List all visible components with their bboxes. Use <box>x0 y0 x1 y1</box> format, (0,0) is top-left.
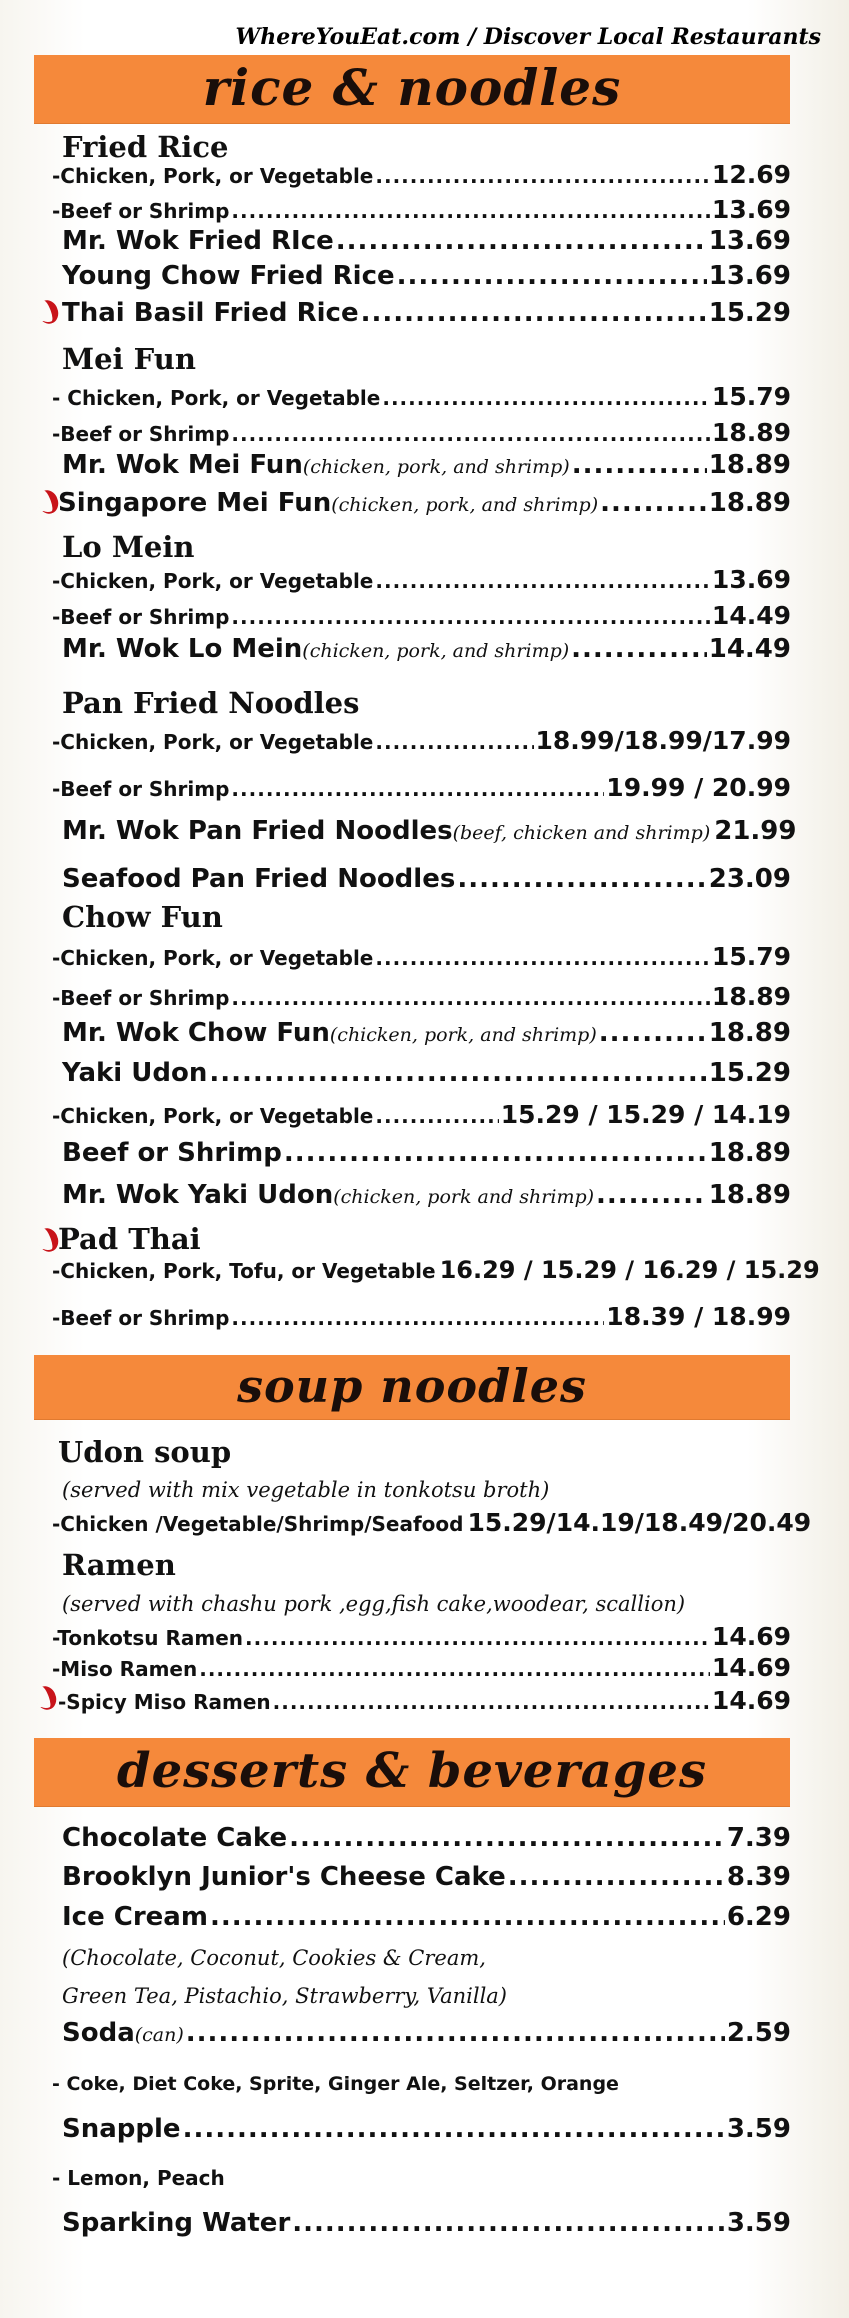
item-name: -Beef or Shrimp <box>52 199 230 223</box>
category-pan-fried-noodles: Pan Fried Noodles <box>62 686 360 720</box>
item-price: 15.79 <box>711 382 791 411</box>
leader-dots <box>508 1862 725 1892</box>
leader-dots <box>210 1902 725 1932</box>
item-note: (chicken, pork and shrimp) <box>333 1186 595 1208</box>
item-price: 7.39 <box>726 1823 791 1853</box>
menu-item <box>52 942 791 971</box>
item-name: -Chicken /Vegetable/Shrimp/Seafood <box>52 1512 464 1536</box>
menu-item <box>62 1058 791 1088</box>
menu-item <box>62 1823 791 1853</box>
item-price: 14.69 <box>711 1622 791 1651</box>
menu-item <box>62 261 791 291</box>
leader-dots <box>186 2018 725 2048</box>
menu-item <box>52 1622 791 1651</box>
menu-item <box>52 1100 791 1129</box>
leader-dots <box>199 1657 710 1681</box>
leader-dots <box>375 946 710 970</box>
menu-item <box>52 982 791 1011</box>
leader-dots <box>289 1823 725 1853</box>
item-note: (chicken, pork, and shrimp) <box>329 1024 597 1046</box>
leader-dots <box>375 730 533 754</box>
item-name: -Miso Ramen <box>52 1657 198 1681</box>
item-name: -Chicken, Pork, or Vegetable <box>52 569 374 593</box>
leader-dots <box>292 2208 725 2238</box>
category-lo-mein: Lo Mein <box>62 530 195 564</box>
category-udon-soup: Udon soup <box>58 1435 232 1469</box>
leader-dots <box>571 634 707 664</box>
menu-item <box>52 1256 820 1284</box>
leader-dots <box>245 1626 710 1650</box>
item-name: Young Chow Fried Rice <box>62 261 395 291</box>
item-price: 21.99 <box>714 816 797 846</box>
item-name: Yaki Udon <box>62 1058 208 1088</box>
section-banner-soup-noodles: soup noodles <box>34 1355 790 1419</box>
leader-dots <box>375 569 710 593</box>
menu-item <box>62 2018 791 2048</box>
item-price: 14.49 <box>711 601 791 630</box>
item-name: Mr. Wok Chow Fun <box>62 1018 330 1048</box>
item-price: 13.69 <box>711 195 791 224</box>
item-name: -Beef or Shrimp <box>52 422 230 446</box>
menu-item <box>52 195 791 224</box>
item-price: 18.89 <box>708 1138 791 1168</box>
item-price: 13.69 <box>708 226 791 256</box>
item-note: (can) <box>134 2024 184 2046</box>
leader-dots <box>231 1306 604 1330</box>
item-price: 19.99 / 20.99 <box>606 773 791 802</box>
item-name: Ice Cream <box>62 1902 208 1932</box>
item-name: Thai Basil Fried Rice <box>62 298 359 328</box>
item-price: 2.59 <box>726 2018 791 2048</box>
menu-item <box>52 382 791 411</box>
item-name: -Beef or Shrimp <box>52 986 230 1010</box>
item-price: 18.89 <box>711 982 791 1011</box>
item-price: 15.29 <box>708 298 791 328</box>
item-price: 18.89 <box>711 418 791 447</box>
item-name: -Beef or Shrimp <box>52 1306 230 1330</box>
menu-item <box>62 1138 791 1168</box>
menu-item <box>52 601 791 630</box>
item-name: Brooklyn Junior's Cheese Cake <box>62 1862 506 1892</box>
item-name: -Chicken, Pork, or Vegetable <box>52 164 374 188</box>
ice-cream-flavors: Green Tea, Pistachio, Strawberry, Vanilla) <box>62 1984 507 2008</box>
item-price: 14.69 <box>711 1653 791 1682</box>
menu-item <box>52 1653 791 1682</box>
leader-dots <box>375 1104 498 1128</box>
menu-item <box>62 450 791 480</box>
menu-item <box>52 726 791 755</box>
item-price: 15.29/14.19/18.49/20.49 <box>467 1508 812 1537</box>
leader-dots <box>375 164 710 188</box>
item-price: 15.29 / 15.29 / 14.19 <box>500 1100 791 1129</box>
item-name: Beef or Shrimp <box>62 1138 282 1168</box>
menu-item <box>62 864 791 894</box>
menu-item <box>62 1902 791 1932</box>
leader-dots <box>273 1690 710 1714</box>
menu-item <box>62 1180 791 1210</box>
leader-dots <box>231 777 604 801</box>
item-name: - Chicken, Pork, or Vegetable <box>52 386 381 410</box>
category-chow-fun: Chow Fun <box>62 900 223 934</box>
item-note: (chicken, pork, and shrimp) <box>302 640 570 662</box>
leader-dots <box>382 386 710 410</box>
leader-dots <box>572 450 707 480</box>
leader-dots <box>397 261 707 291</box>
menu-item <box>52 418 791 447</box>
menu-item <box>62 634 791 664</box>
leader-dots <box>599 1018 707 1048</box>
item-price: 14.49 <box>708 634 791 664</box>
leader-dots <box>284 1138 707 1168</box>
item-name: -Chicken, Pork, Tofu, or Vegetable <box>52 1259 436 1283</box>
menu-item <box>52 773 791 802</box>
category-pad-thai: Pad Thai <box>58 1222 201 1256</box>
menu-item <box>62 1862 791 1892</box>
item-name: Seafood Pan Fried Noodles <box>62 864 456 894</box>
menu-item <box>52 565 791 594</box>
item-name: Mr. Wok Yaki Udon <box>62 1180 334 1210</box>
item-price: 18.99/18.99/17.99 <box>535 726 791 755</box>
item-name: -Chicken, Pork, or Vegetable <box>52 730 374 754</box>
ramen-description: (served with chashu pork ,egg,fish cake,woodear, scallion) <box>62 1592 686 1616</box>
item-name: -Chicken, Pork, or Vegetable <box>52 946 374 970</box>
item-name: Mr. Wok Mei Fun <box>62 450 303 480</box>
snapple-flavors: - Lemon, Peach <box>52 2166 225 2190</box>
item-price: 18.89 <box>708 1018 791 1048</box>
leader-dots <box>183 2114 725 2144</box>
category-mei-fun: Mei Fun <box>62 342 196 376</box>
item-name: Mr. Wok Pan Fried Noodles <box>62 816 453 846</box>
item-name: Singapore Mei Fun <box>58 488 332 518</box>
menu-item <box>62 2208 791 2238</box>
item-price: 18.89 <box>708 488 791 518</box>
item-name: -Chicken, Pork, or Vegetable <box>52 1104 374 1128</box>
item-price: 6.29 <box>726 1902 791 1932</box>
leader-dots <box>231 605 710 629</box>
menu-item <box>58 1686 791 1715</box>
item-name: Chocolate Cake <box>62 1823 288 1853</box>
item-name: -Beef or Shrimp <box>52 777 230 801</box>
item-name: Snapple <box>62 2114 181 2144</box>
menu-item <box>62 816 797 846</box>
item-name: -Spicy Miso Ramen <box>58 1690 271 1714</box>
menu-item <box>52 1508 812 1537</box>
menu-item <box>62 226 791 256</box>
item-price: 18.89 <box>708 450 791 480</box>
category-fried-rice: Fried Rice <box>62 130 229 164</box>
item-price: 13.69 <box>711 565 791 594</box>
site-watermark: WhereYouEat.com / Discover Local Restaurants <box>235 24 821 50</box>
menu-item <box>58 488 791 518</box>
item-price: 16.29 / 15.29 / 16.29 / 15.29 <box>439 1256 820 1284</box>
leader-dots <box>600 488 707 518</box>
item-price: 18.39 / 18.99 <box>606 1302 791 1331</box>
item-price: 8.39 <box>726 1862 791 1892</box>
item-name: -Tonkotsu Ramen <box>52 1626 244 1650</box>
menu-item <box>52 160 791 189</box>
item-note: (chicken, pork, and shrimp) <box>331 494 599 516</box>
item-name: -Beef or Shrimp <box>52 605 230 629</box>
item-name: Soda <box>62 2018 135 2048</box>
menu-item <box>62 298 791 328</box>
item-name: Mr. Wok Lo Mein <box>62 634 303 664</box>
leader-dots <box>596 1180 707 1210</box>
item-price: 18.89 <box>708 1180 791 1210</box>
leader-dots <box>361 298 707 328</box>
item-price: 14.69 <box>711 1686 791 1715</box>
menu-item <box>62 2114 791 2144</box>
leader-dots <box>336 226 707 256</box>
chili-pepper-icon <box>34 297 61 326</box>
item-price: 12.69 <box>711 160 791 189</box>
leader-dots <box>231 199 710 223</box>
menu-item <box>52 1302 791 1331</box>
item-name: Sparking Water <box>62 2208 291 2238</box>
leader-dots <box>231 422 710 446</box>
section-banner-rice-noodles: rice & noodles <box>34 55 790 123</box>
leader-dots <box>457 864 706 894</box>
item-price: 23.09 <box>708 864 791 894</box>
item-note: (chicken, pork, and shrimp) <box>302 456 570 478</box>
ice-cream-flavors: (Chocolate, Coconut, Cookies & Cream, <box>62 1946 486 1970</box>
section-banner-desserts-beverages: desserts & beverages <box>34 1738 790 1806</box>
item-price: 15.79 <box>711 942 791 971</box>
soda-flavors: - Coke, Diet Coke, Sprite, Ginger Ale, Seltzer, Orange <box>52 2073 619 2095</box>
item-note: (beef, chicken and shrimp) <box>452 822 711 844</box>
udon-description: (served with mix vegetable in tonkotsu broth) <box>62 1478 550 1502</box>
leader-dots <box>231 986 710 1010</box>
chili-pepper-icon <box>32 1683 59 1712</box>
item-price: 15.29 <box>708 1058 791 1088</box>
item-price: 13.69 <box>708 261 791 291</box>
leader-dots <box>209 1058 706 1088</box>
item-price: 3.59 <box>726 2114 791 2144</box>
item-price: 3.59 <box>726 2208 791 2238</box>
category-ramen: Ramen <box>62 1548 176 1582</box>
item-name: Mr. Wok Fried RIce <box>62 226 334 256</box>
menu-item <box>62 1018 791 1048</box>
